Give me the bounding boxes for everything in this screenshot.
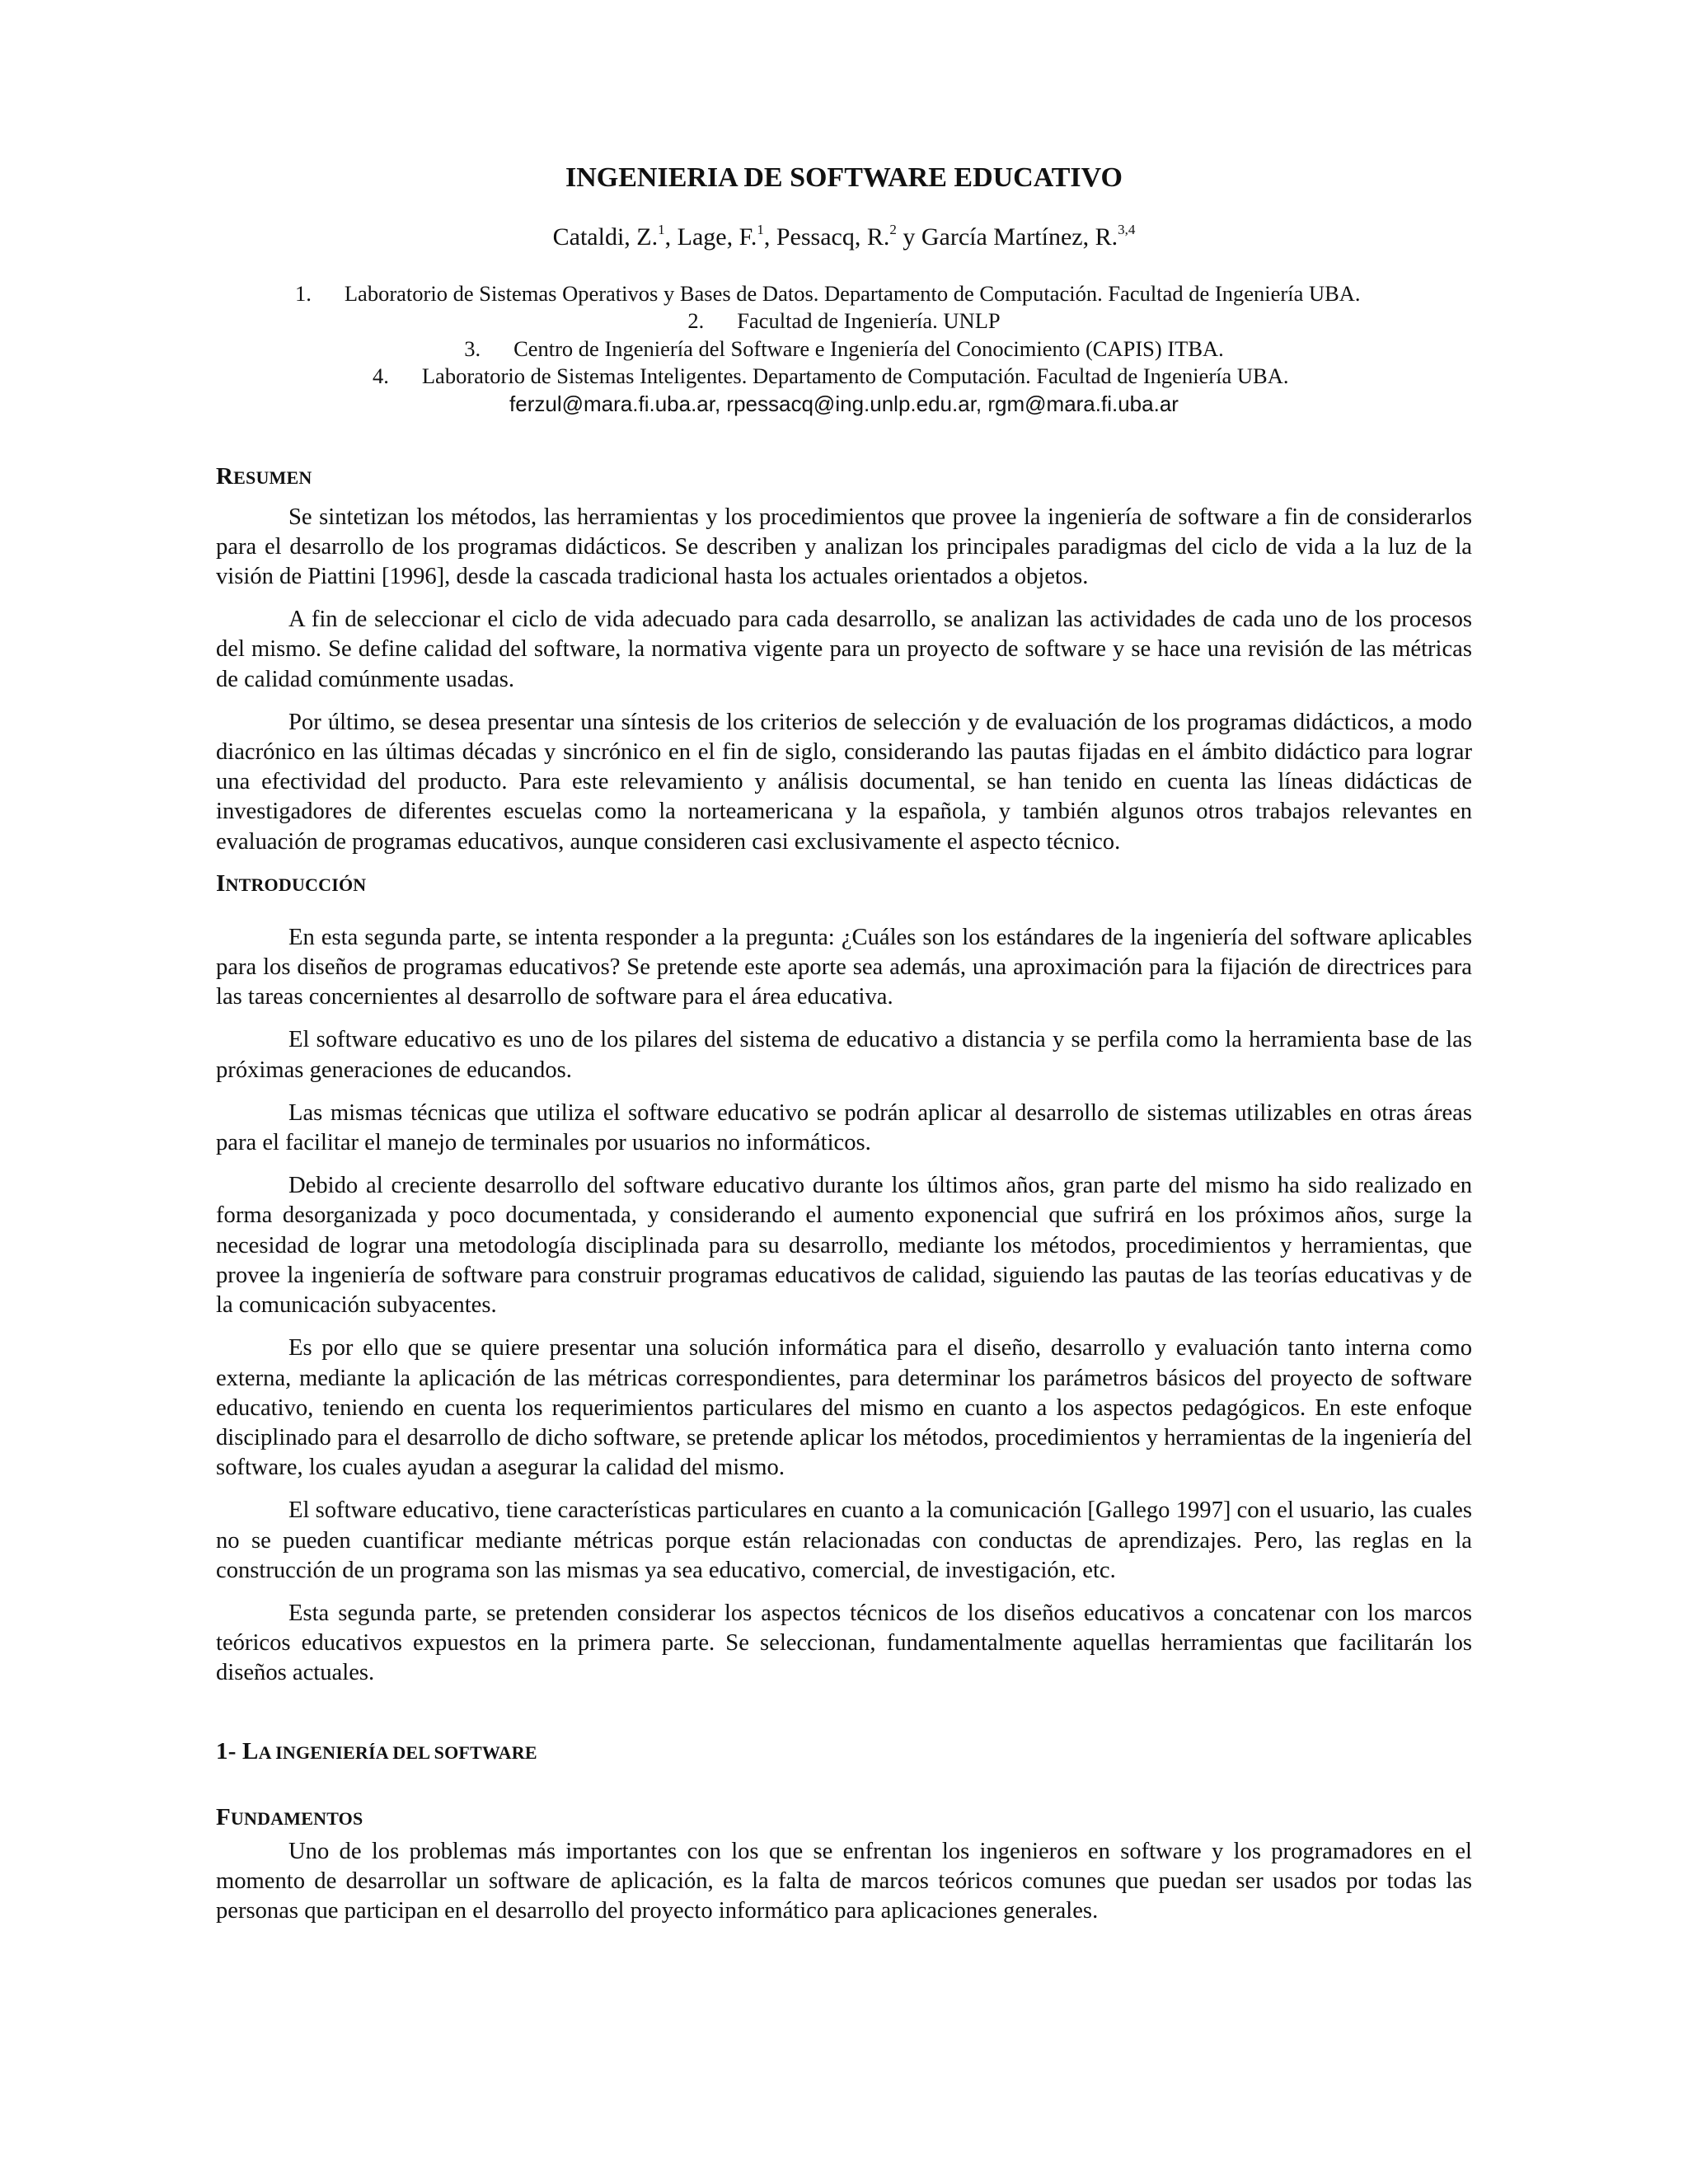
- body-paragraph: Esta segunda parte, se pretenden considerar los aspectos técnicos de los diseños educativos a concatenar con los marcos teóricos educativos expuestos en la primera parte. Se seleccionan, fundamentalmente aquellas herramientas que facilitarán los diseños actuales.: [216, 1600, 1472, 1686]
- affiliation-number: 1.: [295, 281, 312, 306]
- body-paragraph: Es por ello que se quiere presentar una solución informática para el diseño, desarrollo y evaluación tanto interna como externa, mediante la aplicación de las métricas correspondientes, para determinar los parámetros básicos del proyecto de software educativo, teniendo en cuenta los requerimientos particulares del mismo en cuanto a los aspectos pedagógicos. En este enfoque disciplinado para el desarrollo de dicho software, se pretende aplicar los métodos, procedimientos y herramientas de la ingeniería del software, los cuales ayudan a asegurar la calidad del mismo.: [216, 1335, 1472, 1481]
- heading-rest: A INGENIERÍA DEL SOFTWARE: [258, 1741, 537, 1763]
- author-separator: ,: [664, 223, 678, 251]
- author-list: [216, 223, 1472, 252]
- author-name: García Martínez, R.: [921, 223, 1118, 251]
- subsection-heading-fundamentos: [216, 1804, 1472, 1832]
- affiliation-item: [216, 335, 1472, 363]
- affiliation-item: [216, 307, 1472, 335]
- affiliation-text: Laboratorio de Sistemas Operativos y Bases de Datos. Departamento de Computación. Facultad de Ingeniería UBA.: [344, 281, 1361, 306]
- heading-initial: 1- L: [216, 1737, 259, 1765]
- abstract-paragraph: Se sintetizan los métodos, las herramientas y los procedimientos que provee la ingeniería de software a fin de considerarlos para el desarrollo de los programas didácticos. Se describen y analizan los principales paradigmas del ciclo de vida a la luz de la visión de Piattini [1996], desde la cascada tradicional hasta los actuales orientados a objetos.: [216, 504, 1472, 590]
- body-paragraph: El software educativo es uno de los pilares del sistema de educativo a distancia y se perfila como la herramienta base de las próximas generaciones de educandos.: [216, 1027, 1472, 1083]
- author-name: Lage, F.: [677, 223, 757, 251]
- body-paragraph: Debido al creciente desarrollo del software educativo durante los últimos años, gran parte del mismo ha sido realizado en forma desorganizada y poco documentada, y considerando el aumento exponencial que sufrirá en los próximos años, surge la necesidad de lograr una metodología disciplinada para su desarrollo, mediante los métodos, procedimientos y herramientas, que provee la ingeniería de software para construir programas educativos de calidad, siguiendo las pautas de las teorías educativas y de la comunicación subyacentes.: [216, 1173, 1472, 1319]
- abstract-paragraph: A fin de seleccionar el ciclo de vida adecuado para cada desarrollo, se analizan las actividades de cada uno de los procesos del mismo. Se define calidad del software, la normativa vigente para un proyecto de software y se hace una revisión de las métricas de calidad comúnmente usadas.: [216, 607, 1472, 692]
- author-emails: ferzul@mara.fi.uba.ar, rpessacq@ing.unlp.edu.ar, rgm@mara.fi.uba.ar: [509, 391, 1179, 416]
- affiliation-item: [216, 280, 1472, 307]
- author-affiliation-mark: 3,4: [1118, 222, 1136, 237]
- author-affiliation-mark: 1: [757, 222, 764, 237]
- body-paragraph: Las mismas técnicas que utiliza el software educativo se podrán aplicar al desarrollo de sistemas utilizables en otras áreas para el facilitar el manejo de terminales por usuarios no informáticos.: [216, 1099, 1472, 1156]
- heading-rest: NTRODUCCIÓN: [225, 874, 367, 895]
- heading-rest: ESUMEN: [233, 466, 312, 488]
- affiliation-item: [216, 363, 1472, 390]
- affiliation-number: 4.: [373, 363, 389, 389]
- heading-rest: UNDAMENTOS: [230, 1807, 363, 1829]
- paper-title: INGENIERIA DE SOFTWARE EDUCATIVO: [565, 162, 1123, 193]
- affiliation-text: Facultad de Ingeniería. UNLP: [737, 308, 1001, 334]
- affiliation-number: 2.: [687, 308, 705, 334]
- author-affiliation-mark: 1: [658, 222, 665, 237]
- author-affiliation-mark: 2: [889, 222, 897, 237]
- affiliation-text: Centro de Ingeniería del Software e Ingeniería del Conocimiento (CAPIS) ITBA.: [513, 335, 1224, 361]
- section-heading-resumen: [216, 463, 1472, 491]
- body-paragraph: Uno de los problemas más importantes con los que se enfrentan los ingenieros en software y los programadores en el momento de desarrollar un software de aplicación, es la falta de marcos teóricos comunes que puedan ser usados por todas las personas que participan en el desarrollo del proyecto informático para aplicaciones generales.: [216, 1838, 1472, 1924]
- section-heading-introduccion: [216, 870, 1472, 898]
- heading-initial: I: [216, 869, 226, 897]
- author-name: Pessacq, R.: [776, 223, 890, 251]
- abstract-paragraph: Por último, se desea presentar una síntesis de los criterios de selección y de evaluación de los programas didácticos, a modo diacrónico en las últimas décadas y sincrónico en el fin de siglo, considerando las pautas fijadas en el ámbito didáctico para lograr una efectividad del producto. Para este relevamiento y análisis documental, se han tenido en cuenta las líneas didácticas de investigadores de diferentes escuelas como la norteamericana y la española, y también algunos otros trabajos relevantes en evaluación de programas educativos, aunque consideren casi exclusivamente el aspecto técnico.: [216, 709, 1472, 855]
- affiliation-text: Laboratorio de Sistemas Inteligentes. Departamento de Computación. Facultad de Ingeniería UBA.: [421, 363, 1289, 389]
- heading-initial: R: [216, 462, 234, 490]
- affiliation-number: 3.: [464, 335, 481, 361]
- author-name: Cataldi, Z.: [552, 223, 659, 251]
- body-paragraph: En esta segunda parte, se intenta responder a la pregunta: ¿Cuáles son los estándares de la ingeniería del software aplicables para los diseños de programas educativos? Se pretende este aporte sea además, una aproximación para la fijación de directrices para las tareas concernientes al desarrollo de software para el área educativa.: [216, 924, 1472, 1010]
- section-heading-ingenieria-software: [216, 1738, 1472, 1766]
- heading-initial: F: [216, 1803, 231, 1830]
- author-separator: ,: [763, 223, 776, 251]
- author-separator: y: [896, 223, 921, 251]
- affiliation-list: [216, 280, 1472, 391]
- body-paragraph: El software educativo, tiene características particulares en cuanto a la comunicación [Gallego 1997] con el usuario, las cuales no se pueden cuantificar mediante métricas porque están relacionadas con conductas de aprendizajes. Pero, las reglas en la construcción de un programa son las mismas ya sea educativo, comercial, de investigación, etc.: [216, 1497, 1472, 1583]
